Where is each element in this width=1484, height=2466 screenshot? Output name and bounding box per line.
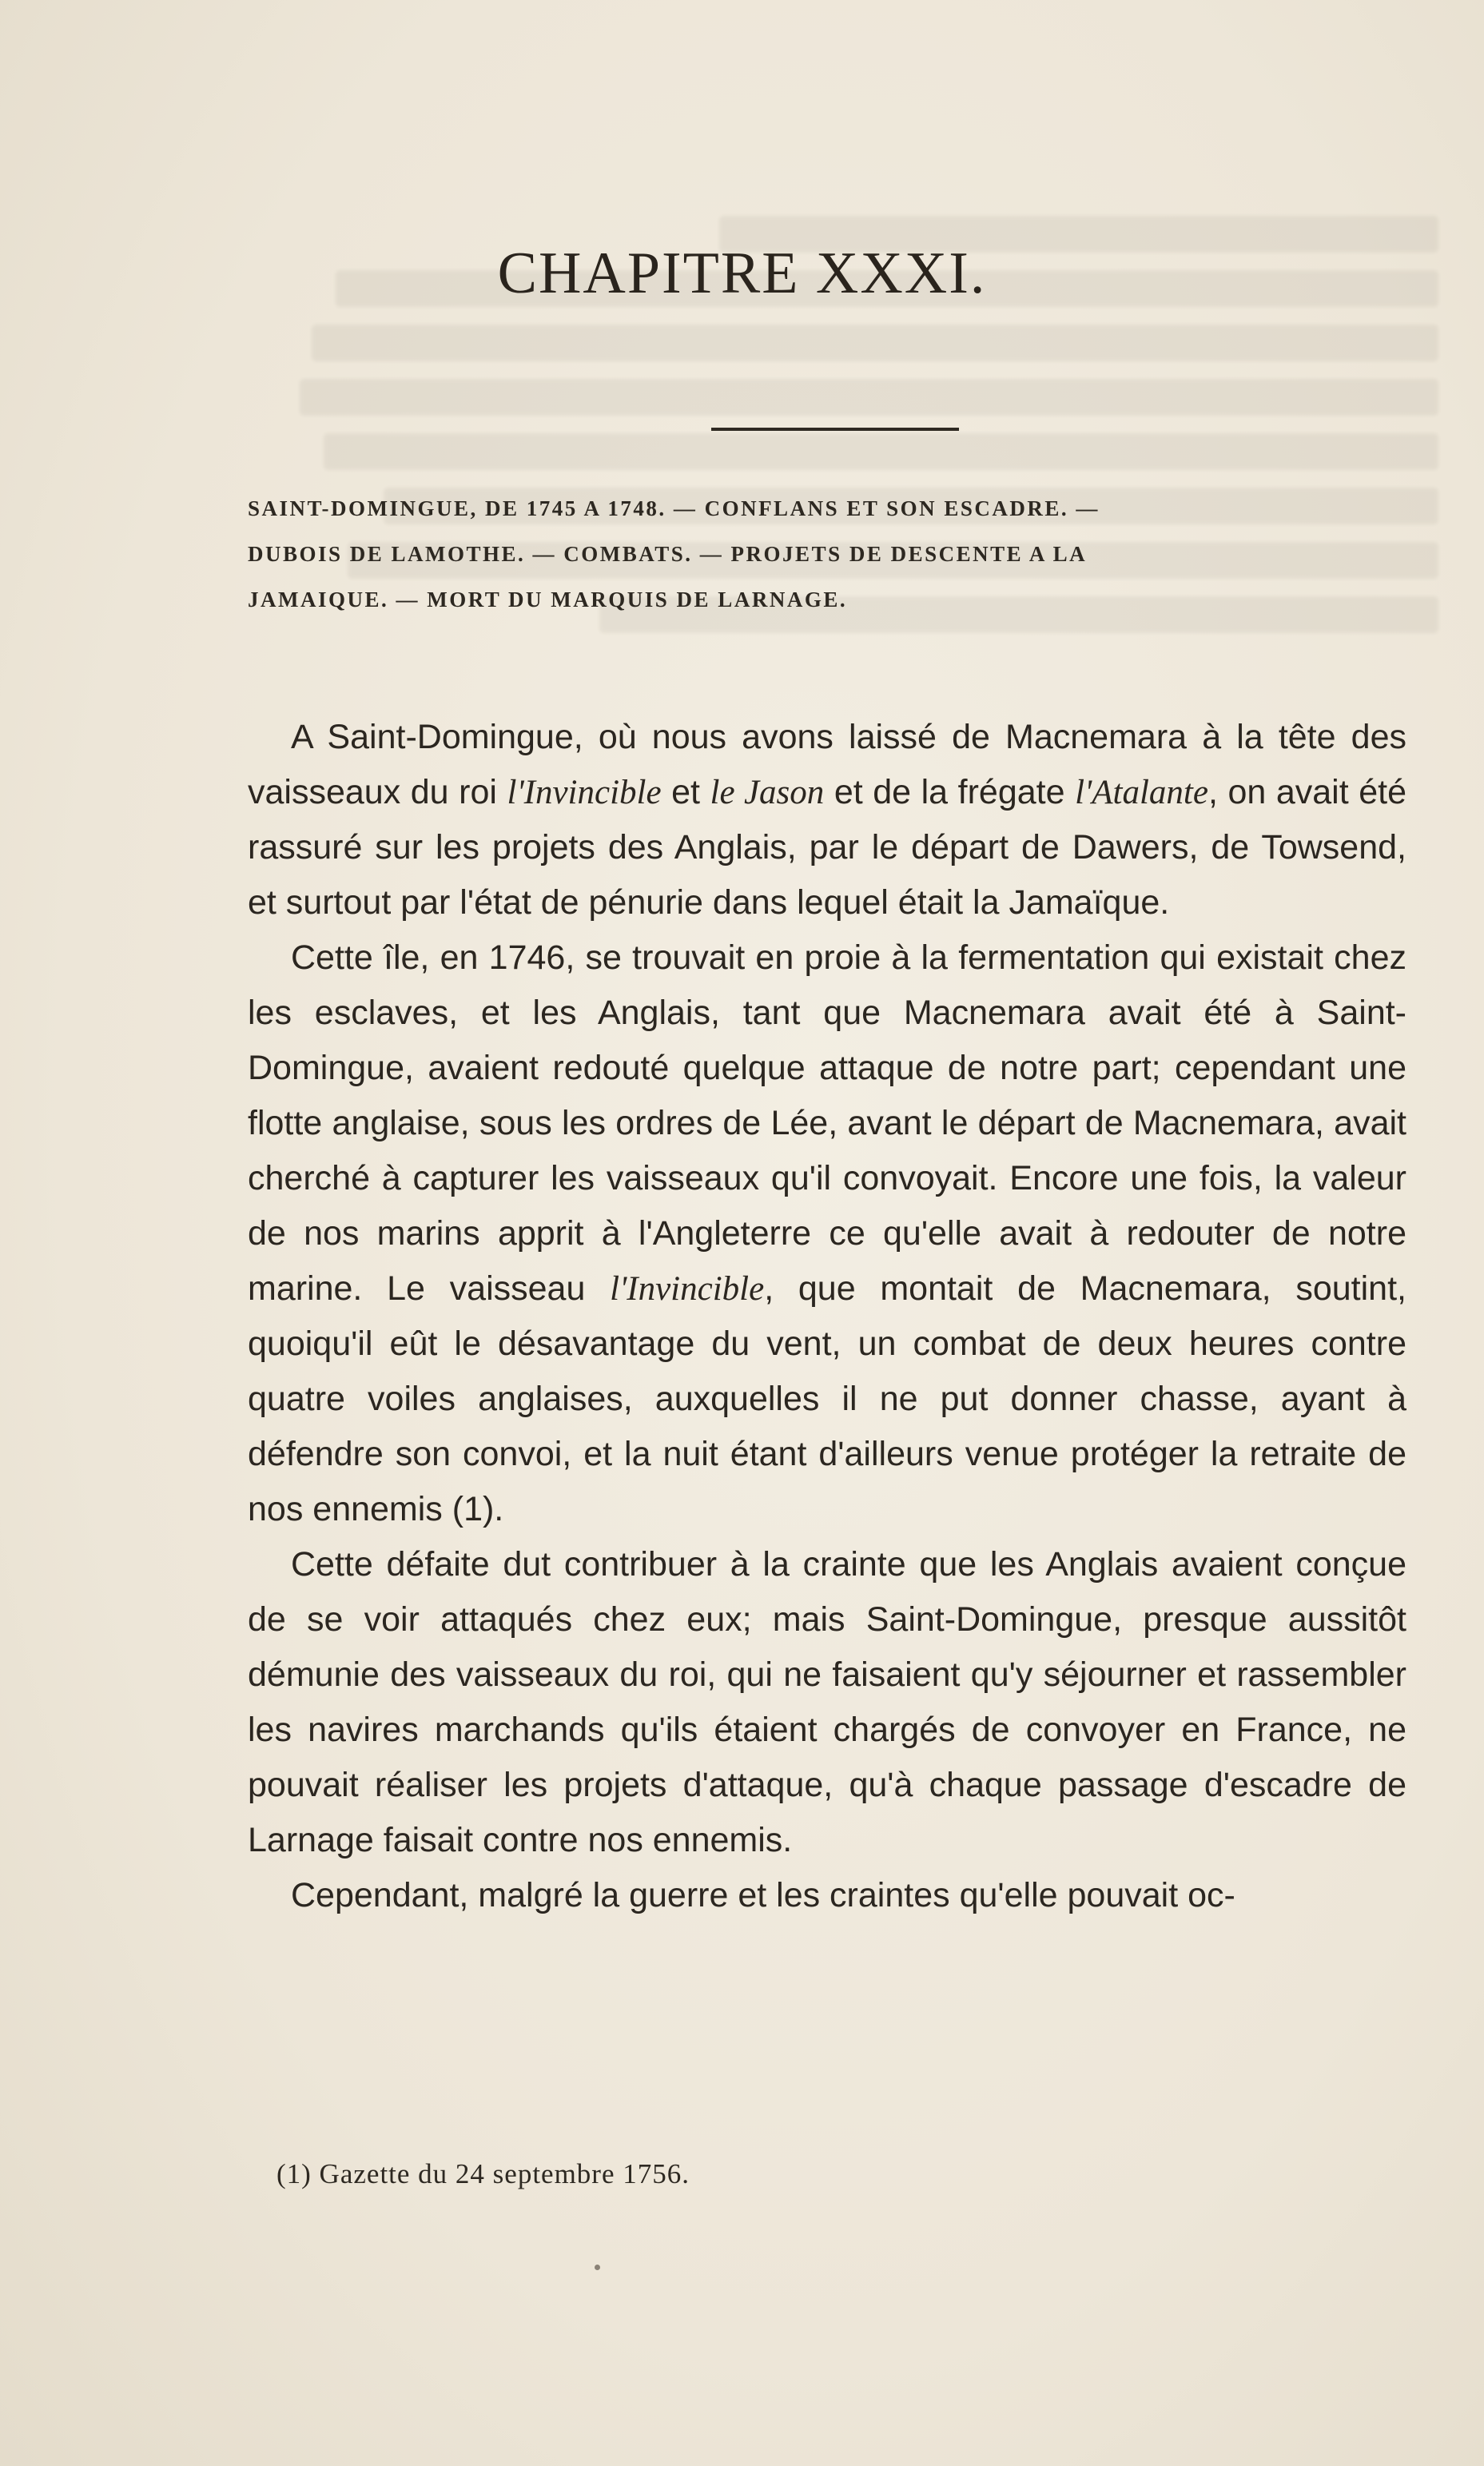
summary-line: JAMAIQUE. — MORT DU MARQUIS DE LARNAGE. bbox=[248, 588, 848, 612]
chapter-summary bbox=[248, 486, 1405, 623]
paragraph: Cette île, en 1746, se trouvait en proie à la fermentation qui existait chez les esclaves, et les Anglais, tant que Macnemara avait été à Saint-Domingue, avaient redouté quelque attaque de notre part; cependant une flotte anglaise, sous les ordres de Lée, avant le départ de Macnemara, avait cherché à capturer les vaisseaux qu'il convoyait. Encore une fois, la valeur de nos marins apprit à l'Angleterre ce qu'elle avait à redouter de notre marine. Le vaisseau l'Invincible, que montait de Macnemara, soutint, quoiqu'il eût le désavantage du vent, un combat de deux heures contre quatre voiles anglaises, auxquelles il ne put donner chasse, ayant à défendre son convoi, et la nuit étant d'ailleurs venue protéger la retraite de nos ennemis (1). bbox=[248, 938, 1406, 1528]
paper-speck bbox=[595, 2265, 600, 2270]
paragraph: Cette défaite dut contribuer à la crainte que les Anglais avaient conçue de se voir attaqués chez eux; mais Saint-Domingue, presque aussitôt démunie des vaisseaux du roi, qui ne faisaient qu'y séjourner et rassembler les navires marchands qu'ils étaient chargés de convoyer en France, ne pouvait réaliser les projets d'attaque, qu'à chaque passage d'escadre de Larnage faisait contre nos ennemis. bbox=[248, 1545, 1406, 1859]
chapter-body bbox=[248, 710, 1406, 1923]
summary-line: DUBOIS DE LAMOTHE. — COMBATS. — PROJETS DE DESCENTE A LA bbox=[248, 542, 1088, 566]
title-divider bbox=[711, 428, 959, 431]
footnote: (1) Gazette du 24 septembre 1756. bbox=[277, 2158, 690, 2189]
paragraph: A Saint-Domingue, où nous avons laissé de Macnemara à la tête des vaisseaux du roi l'Invincible et le Jason et de la frégate l'Atalante, on avait été rassuré sur les projets des Anglais, par le départ de Dawers, de Towsend, et surtout par l'état de pénurie dans lequel était la Jamaïque. bbox=[248, 718, 1406, 922]
chapter-title: CHAPITRE XXXI. bbox=[497, 241, 987, 306]
paragraph: Cependant, malgré la guerre et les craintes qu'elle pouvait oc- bbox=[291, 1876, 1235, 1914]
summary-line: SAINT-DOMINGUE, DE 1745 A 1748. — CONFLANS ET SON ESCADRE. — bbox=[248, 496, 1100, 520]
